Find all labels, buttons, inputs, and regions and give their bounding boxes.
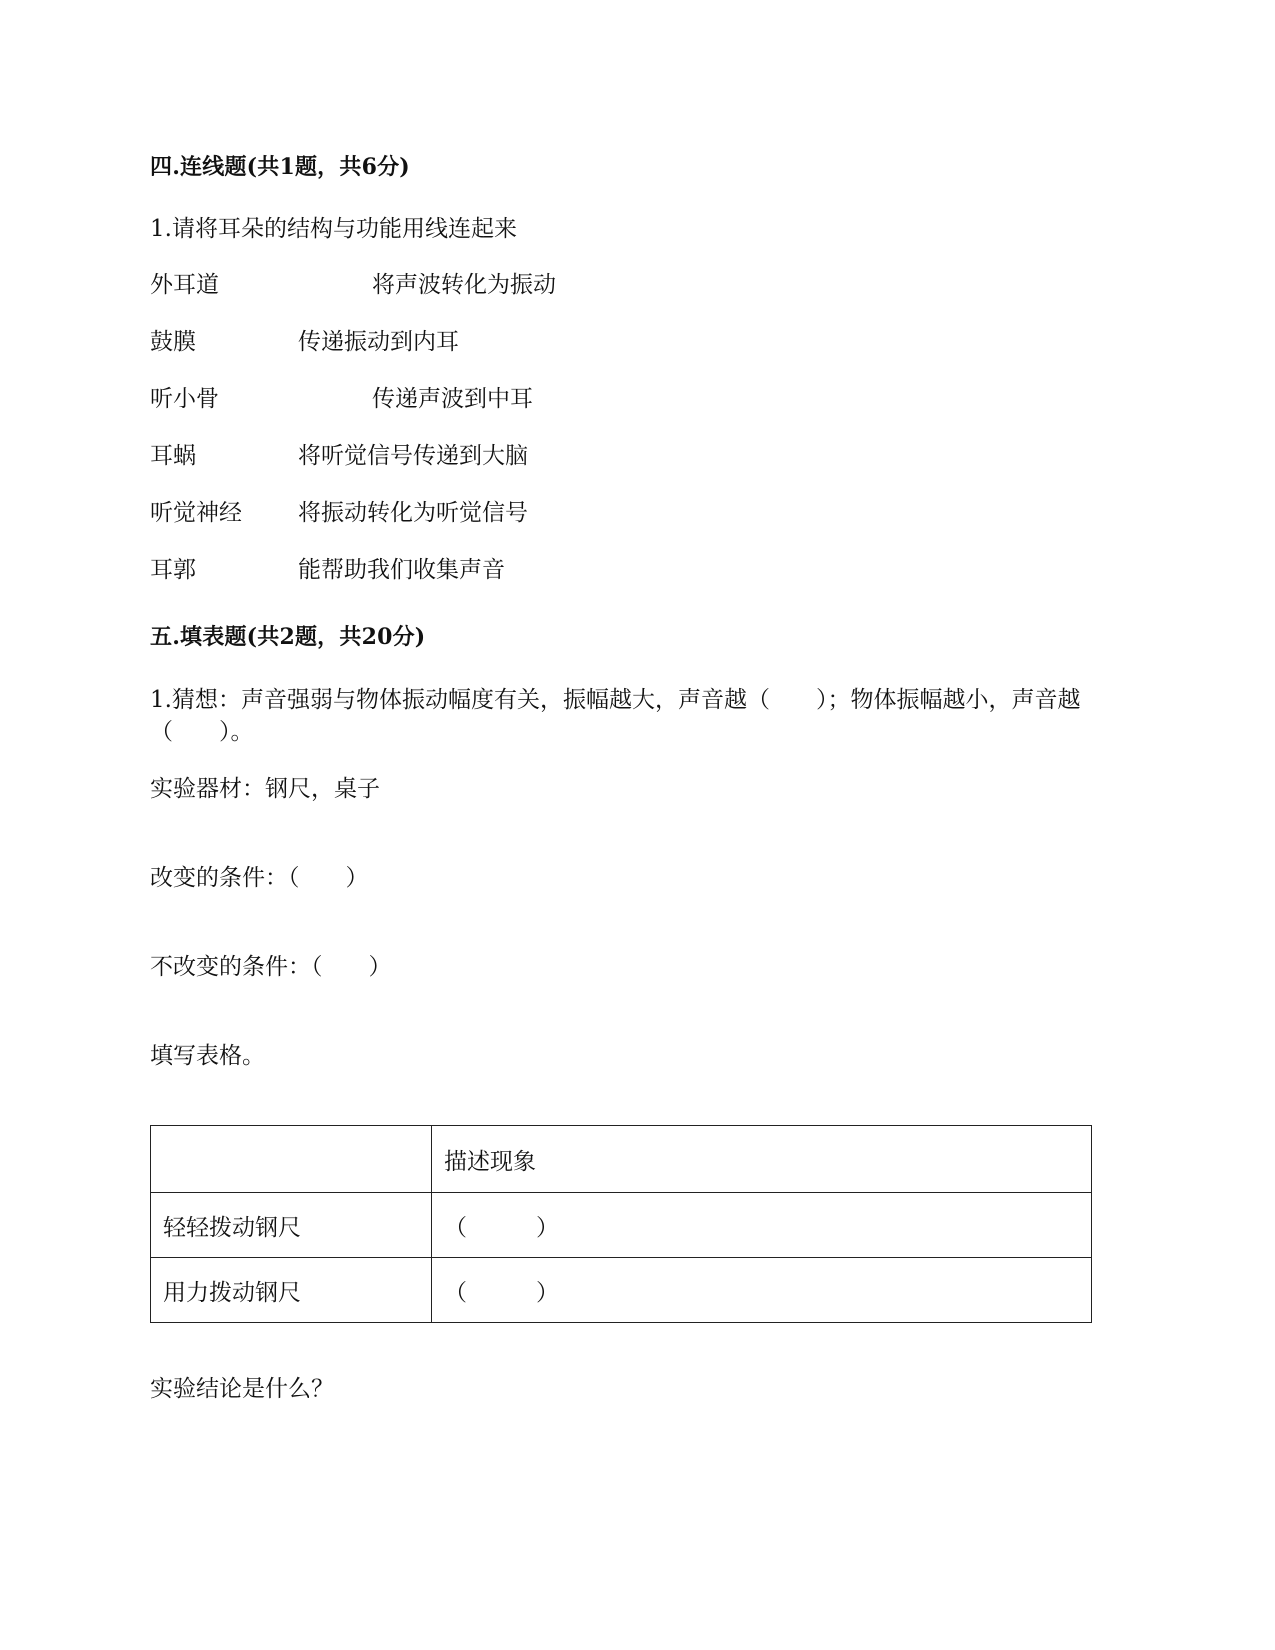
right-item-1: 将声波转化为振动 (372, 272, 556, 298)
table-row (151, 1258, 1092, 1323)
table-cell-condition: 轻轻拨动钢尺 (151, 1193, 432, 1258)
left-item-cochlea: 耳蜗 (150, 443, 196, 469)
fill-table-prompt: 填写表格。 (150, 1043, 265, 1069)
table-header-empty (151, 1126, 432, 1193)
right-item-6: 能帮助我们收集声音 (298, 557, 505, 583)
changed-condition-line: 改变的条件：（ ） (150, 865, 369, 891)
conclusion-prompt: 实验结论是什么？ (150, 1376, 334, 1402)
table-cell-answer-blank[interactable]: （ ） (432, 1193, 1092, 1258)
observation-table (150, 1125, 1092, 1323)
left-item-auditory-nerve: 听觉神经 (150, 500, 242, 526)
unchanged-condition-line: 不改变的条件：（ ） (150, 954, 392, 980)
left-item-eardrum: 鼓膜 (150, 329, 196, 355)
table-header-description: 描述现象 (432, 1126, 1092, 1193)
right-item-4: 将听觉信号传递到大脑 (298, 443, 528, 469)
section-5-title: 五.填表题(共2题，共20分) (150, 624, 426, 650)
table-cell-condition: 用力拨动钢尺 (151, 1258, 432, 1323)
section-4-title: 四.连线题(共1题，共6分) (150, 154, 410, 180)
materials-line: 实验器材：钢尺，桌子 (150, 776, 380, 802)
right-item-2: 传递振动到内耳 (298, 329, 459, 355)
table-row (151, 1193, 1092, 1258)
left-item-ossicles: 听小骨 (150, 386, 219, 412)
right-item-5: 将振动转化为听觉信号 (298, 500, 528, 526)
hypothesis-question: 1.猜想：声音强弱与物体振动幅度有关，振幅越大，声音越（ ）；物体振幅越小，声音越（ ）。 (150, 687, 1081, 745)
right-item-3: 传递声波到中耳 (372, 386, 533, 412)
matching-question: 1.请将耳朵的结构与功能用线连起来 (150, 216, 517, 242)
left-item-auricle: 耳郭 (150, 557, 196, 583)
table-header-row (151, 1126, 1092, 1193)
left-item-outer-ear-canal: 外耳道 (150, 272, 219, 298)
table-cell-answer-blank[interactable]: （ ） (432, 1258, 1092, 1323)
